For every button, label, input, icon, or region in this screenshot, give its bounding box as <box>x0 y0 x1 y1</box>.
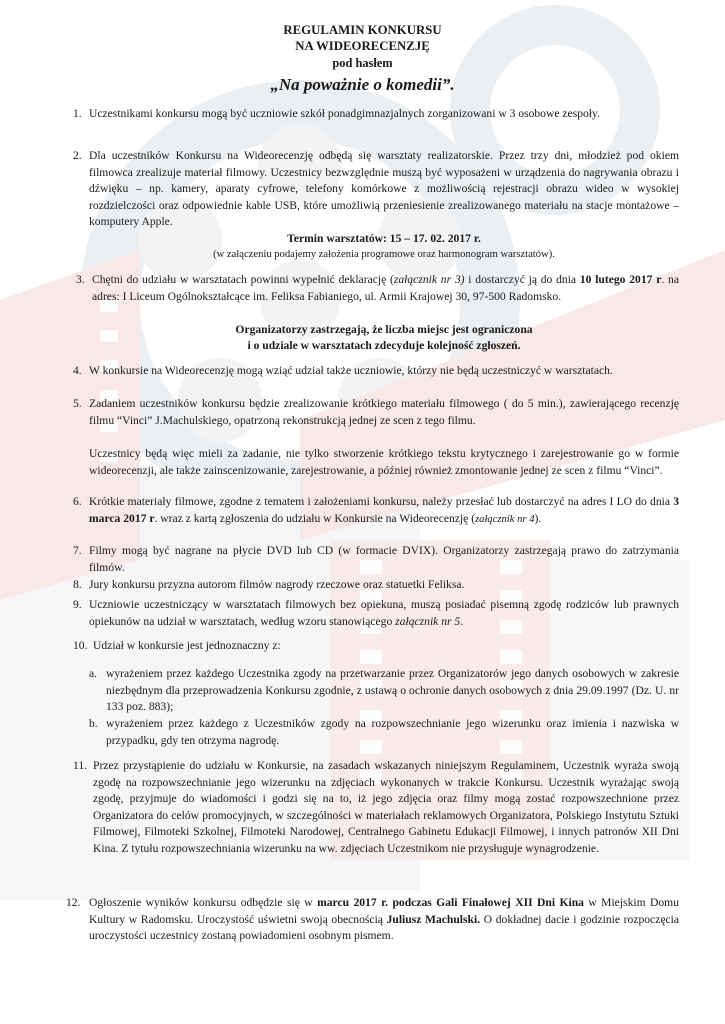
item-5-continued: Uczestnicy będą więc mieli za zadanie, nie tylko stworzenie krótkiego tekstu krytycznego i zarejestrowanie go w formie wideorecenzji, ale także zainscenizowanie, zarejestrowanie, a później również zmontowanie jednej ze scen z filmu “Vinci”. <box>89 447 679 477</box>
item-10b: wyrażeniem przez każdego z Uczestników zgody na rozpowszechnianie jego wizerunku oraz imienia i nazwiska w przypadku, gdy ten otrzyma nagrodę. <box>106 717 679 747</box>
item-6: Krótkie materiały filmowe, zgodne z tematem i założeniami konkursu, należy przesłać lub dostarczyć na adres I LO do dnia 3 marca 2017 r. wraz z kartą zgłoszenia do udziału w Konkursie na Wideorecenzję (załącznik nr 4). <box>89 495 679 525</box>
item-number: 11. <box>73 759 88 772</box>
item-3: Chętni do udziału w warsztatach powinni wypełnić deklarację (załącznik nr 3) i dostarczyć ją do dnia 10 lutego 2017 r. na adres: I Liceum Ogólnokształcące im. Feliksa Fabianiego, ul. Armii Krajowej 30, 97-500 Radomsko. <box>92 273 679 303</box>
item-number: 9. <box>73 598 82 611</box>
item-4: W konkursie na Wideorecenzję mogą wziąć udział także uczniowie, którzy nie będą uczestniczyć w warsztatach. <box>89 364 613 377</box>
workshop-date: Termin warsztatów: 15 – 17. 02. 2017 r. <box>287 232 481 245</box>
item-number: 12. <box>66 896 81 909</box>
item-10: Udział w konkursie jest jednoznaczny z: <box>93 639 281 652</box>
notice-line-2: i o udziale w warsztatach zdecyduje kolejność zgłoszeń. <box>247 339 521 352</box>
item-9: Uczniowie uczestniczący w warsztatach filmowych bez opiekuna, muszą posiadać pisemną zgodę rodziców lub prawnych opiekunów na udział w warsztatach, według wzoru stanowiącego załącznik nr 5. <box>89 598 679 628</box>
item-5: Zadaniem uczestników konkursu będzie zrealizowanie krótkiego materiału filmowego ( do 5 min.), zawierającego recenzję filmu “Vinci” J.Machulskiego, opatrzoną rekonstrukcją jednej ze scen z tego filmu. <box>89 397 679 427</box>
motto: „Na poważnie o komedii”. <box>270 75 455 94</box>
item-number: 6. <box>73 495 82 508</box>
item-12: Ogłoszenie wyników konkursu odbędzie się w marcu 2017 r. podczas Gali Finałowej XII Dni Kina w Miejskim Domu Kultury w Radomsku. Uroczystość uświetni swoją obecnością Juliusz Machulski. O dokładnej dacie i godzinie rozpoczęcia uroczystości uczestnicy zostaną powiadomieni osobnym pismem. <box>89 896 679 943</box>
item-number: 4. <box>73 364 82 377</box>
item-7: Filmy mogą być nagrane na płycie DVD lub CD (w formacie DVIX). Organizatorzy zastrzegają prawo do zatrzymania filmów. <box>89 544 679 574</box>
item-number: 8. <box>73 578 82 591</box>
item-number: 1. <box>73 107 82 120</box>
item-11: Przez przystąpienie do udziału w Konkursie, na zasadach wskazanych niniejszym Regulaminem, Uczestnik wyraża swoją zgodę na rozpowszechnianie jego wizerunku na zdjęciach wykonanych w trakcie Konkursu. Uczestnik wyrażając swoją zgodę, przyjmuje do wiadomości i godzi się na to, iż jego zdjęcia oraz filmy mogą zostać rozpowszechnione przez Organizatora do celów promocyjnych, w szczególności w materiałach reklamowych Organizatora, Polskiego Instytutu Sztuki Filmowej, Filmoteki Szkolnej, Filmoteki Narodowej, Centralnego Gabinetu Edukacji Filmowej, i innych patronów XII Dni Kina. Z tytułu rozpowszechniania wizerunku na ww. zdjęciach Uczestnikom nie przysługuje wynagrodzenie. <box>93 759 679 855</box>
item-number: a. <box>89 667 98 680</box>
item-number: 3. <box>76 273 85 286</box>
item-1: Uczestnikami konkursu mogą być uczniowie szkół ponadgimnazjalnych zorganizowani w 3 osobowe zespoły. <box>89 107 600 120</box>
title-line-2: NA WIDEORECENZJĘ <box>295 39 430 53</box>
title-line-3: pod hasłem <box>332 56 393 70</box>
notice-line-1: Organizatorzy zastrzegają, że liczba miejsc jest ograniczona <box>235 323 533 336</box>
title-line-1: REGULAMIN KONKURSU <box>283 23 442 37</box>
item-number: 5. <box>73 397 82 410</box>
item-number: 2. <box>73 149 82 162</box>
item-number: 10. <box>73 639 88 652</box>
item-number: 7. <box>73 544 82 557</box>
item-number: b. <box>89 717 98 730</box>
item-8: Jury konkursu przyzna autorom filmów nagrody rzeczowe oraz statuetki Feliksa. <box>89 578 465 591</box>
item-10a: wyrażeniem przez każdego Uczestnika zgody na przetwarzanie przez Organizatorów jego danych osobowych w zakresie niezbędnym dla przeprowadzenia Konkursu zgodnie, z ustawą o ochronie danych osobowych z dnia 29.09.1997 (Dz. U. nr 133 poz. 883); <box>106 667 679 714</box>
item-2: Dla uczestników Konkursu na Wideorecenzję odbędą się warsztaty realizatorskie. Przez trzy dni, młodzież pod okiem filmowca zrealizuje materiał filmowy. Uczestnicy bezwzględnie muszą być wyposażeni w urządzenia do nagrywania obrazu i dźwięku – np. kamery, aparaty cyfrowe, telefony komórkowe z możliwością rejestracji obrazu wideo w wysokiej rozdzielczości oraz odpowiednie kable USB, które umożliwią przeniesienie zrealizowanego materiału na stacje montażowe – komputery Apple. <box>89 149 679 229</box>
workshop-note: (w załączeniu podajemy założenia programowe oraz harmonogram warsztatów). <box>213 249 555 260</box>
